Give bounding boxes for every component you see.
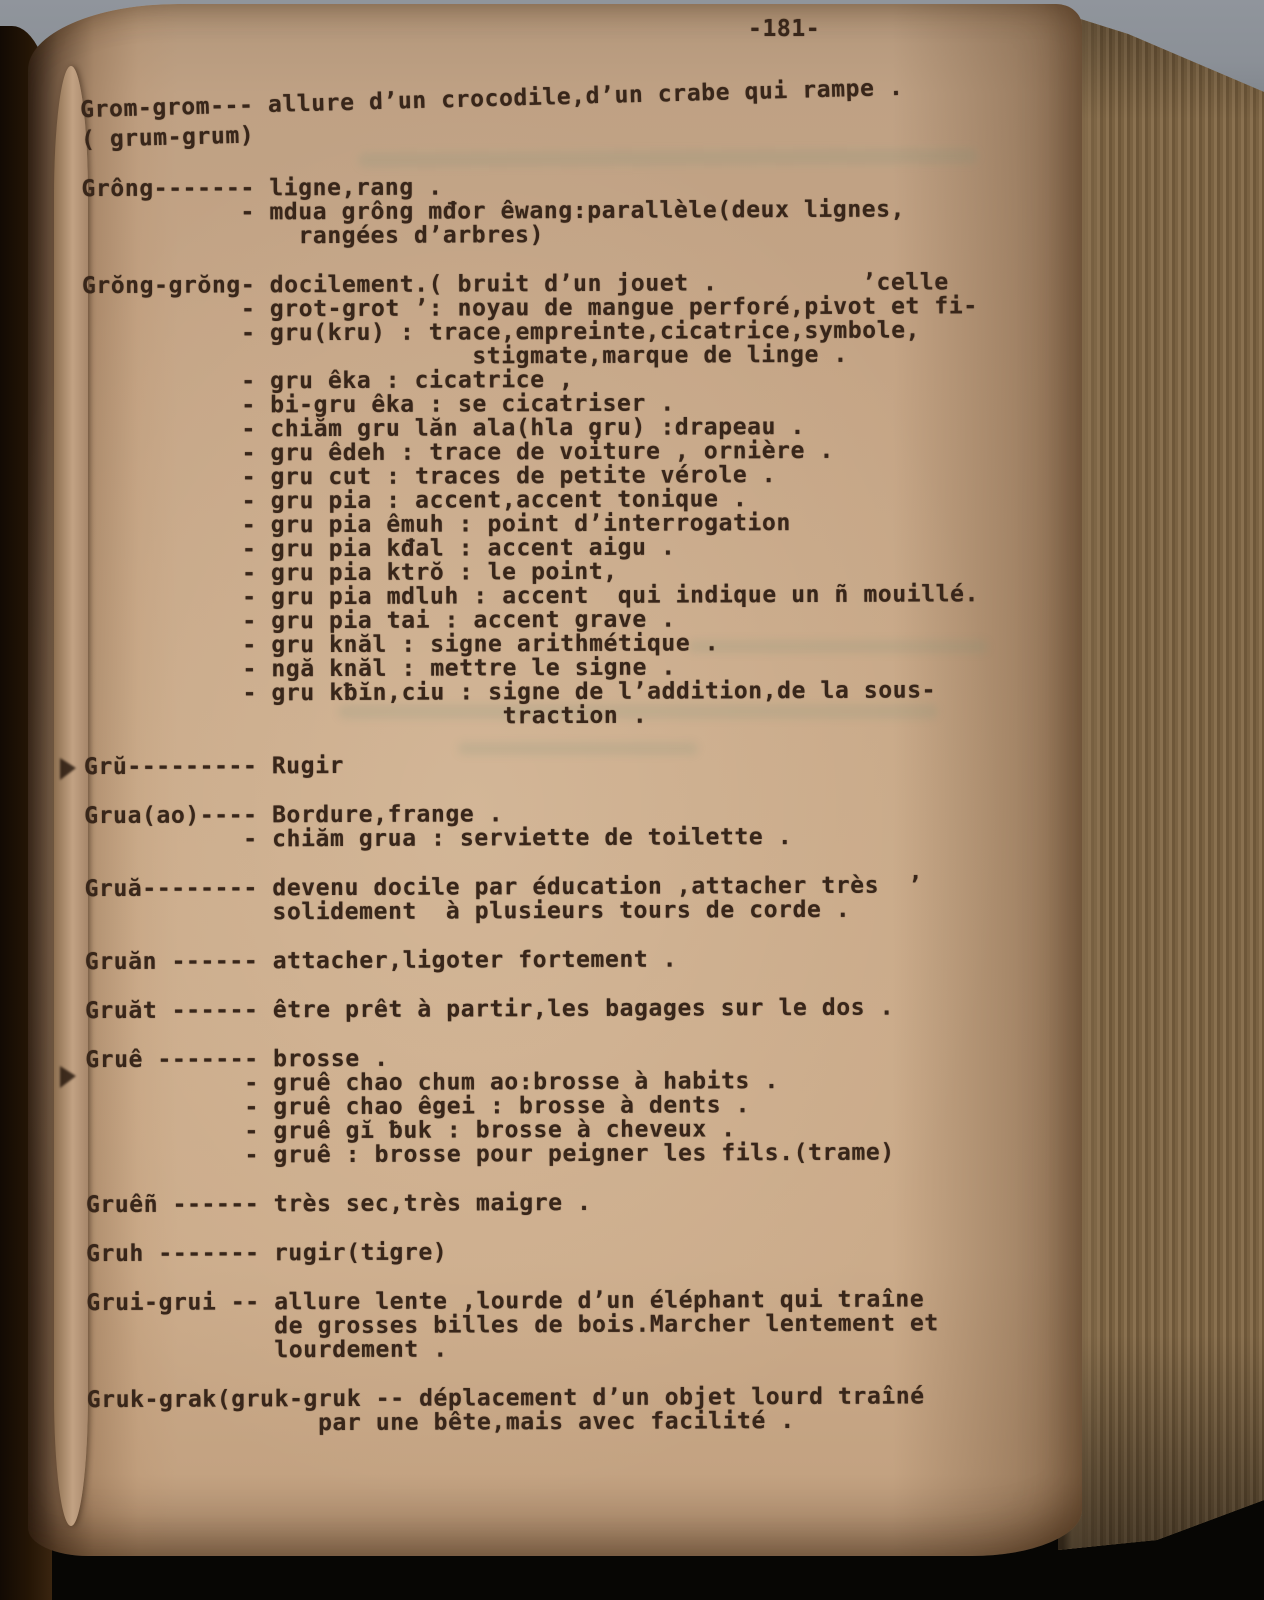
- dictionary-entry: [87, 1384, 1047, 1436]
- dictionary-entry: [86, 1189, 1046, 1217]
- text-line: - gru kƀĭn,ciu : signe de l’addition,de la sous-: [83, 677, 937, 708]
- text-line: Gruê ------- brosse .: [85, 1045, 389, 1074]
- text-line: Gruăn ------ attacher,ligoter fortement .: [84, 946, 678, 976]
- binding-notch: [60, 1066, 76, 1088]
- text-line: - gru pia kđal : accent aigu .: [83, 534, 676, 564]
- text-line: par une bête,mais avec facilité .: [86, 1407, 795, 1438]
- dictionary-entry: [85, 1044, 1046, 1168]
- text-line: - bi-gru êka : se cicatriser .: [82, 390, 675, 420]
- text-line: Grŏng-grŏng- docilement.( bruit d’un jouet . ’celle: [81, 269, 949, 300]
- text-line: Grom-grom--- allure d’un crocodile,d’un crabe qui rampe .: [79, 74, 904, 124]
- text-line: stigmate,marque de linge .: [82, 341, 848, 372]
- text-line: - gru pia tai : accent grave .: [83, 606, 676, 636]
- page-number: -181-: [748, 16, 821, 42]
- dictionary-entry: [81, 173, 1041, 249]
- text-line: - gru pia mdluh : accent qui indique un ñ mouillé.: [83, 581, 980, 612]
- book-fore-edge-pages: [1058, 0, 1264, 1552]
- text-line: rangées d’arbres): [81, 222, 545, 251]
- text-line: - gruê : brosse pour peigner les fils.(trame): [85, 1139, 895, 1170]
- text-line: - gruê chao êgei : brosse à dents .: [85, 1092, 751, 1122]
- text-line: traction .: [83, 702, 648, 732]
- text-line: - gru(kru) : trace,empreinte,cicatrice,symbole,: [82, 317, 921, 348]
- dictionary-entry: [86, 1238, 1046, 1266]
- text-line: solidement à plusieurs tours de corde .: [84, 896, 851, 927]
- text-line: - gru êka : cicatrice ,: [82, 366, 574, 396]
- dictionary-entry: [85, 995, 1045, 1023]
- entry-list: [79, 74, 1047, 1438]
- text-line: Gruă-------- devenu docile par éducation ,attacher très ’: [84, 872, 923, 903]
- text-line: de grosses billes de bois.Marcher lentement et: [86, 1310, 939, 1341]
- text-line: - gru cut : traces de petite vérole .: [82, 462, 777, 492]
- text-line: Grŭ--------- Rugir: [83, 752, 345, 781]
- dictionary-entry: [86, 1287, 1046, 1363]
- text-line: - gru pia : accent,accent tonique .: [82, 486, 748, 516]
- text-line: Gruăt ------ être prêt à partir,les bagages sur le dos .: [85, 994, 895, 1025]
- text-line: - gru pia êmuh : point d’interrogation: [82, 510, 791, 540]
- text-line: lourdement .: [86, 1336, 448, 1365]
- dictionary-entry: [84, 873, 1044, 925]
- text-line: - chiăm grua : serviette de toilette .: [84, 824, 793, 854]
- dictionary-entry: [84, 751, 1044, 779]
- text-line: - ngă knăl : mettre le signe .: [83, 654, 676, 684]
- text-line: Gruêñ ------ très sec,très maigre .: [85, 1189, 592, 1219]
- text-line: - gruê chao chum ao:brosse à habits .: [85, 1068, 779, 1098]
- binding-notch: [60, 758, 76, 780]
- text-line: - gru knăl : signe arithmétique .: [83, 630, 720, 660]
- text-line: - mdua grông mđor êwang:parallèle(deux lignes,: [81, 196, 906, 227]
- dictionary-entry: [85, 946, 1045, 974]
- text-line: Grui-grui -- allure lente ,lourde d’un éléphant qui traîne: [86, 1286, 925, 1317]
- text-line: Grông------- ligne,rang .: [81, 174, 443, 203]
- text-line: - gruê gĭ ƀuk : brosse à cheveux .: [85, 1116, 736, 1146]
- text-line: - gru pia ktrŏ : le point,: [83, 558, 618, 588]
- text-line: Gruh ------- rugir(tigre): [86, 1239, 448, 1268]
- text-line: Grua(ao)---- Bordure,frange .: [84, 801, 504, 830]
- text-line: ( grum-grum): [80, 122, 255, 154]
- text-line: - gru êdeh : trace de voiture , ornière .: [82, 437, 834, 468]
- text-line: - chiăm gru lăn ala(hla gru) :drapeau .: [82, 413, 805, 444]
- dictionary-entry: [84, 800, 1044, 852]
- text-line: - grot-grot ’: noyau de mangue perforé,pivot et fi-: [81, 293, 978, 324]
- text-line: Gruk-grak(gruk-gruk -- déplacement d’un objet lourd traîné: [86, 1383, 925, 1414]
- dictionary-entry: [82, 270, 1044, 730]
